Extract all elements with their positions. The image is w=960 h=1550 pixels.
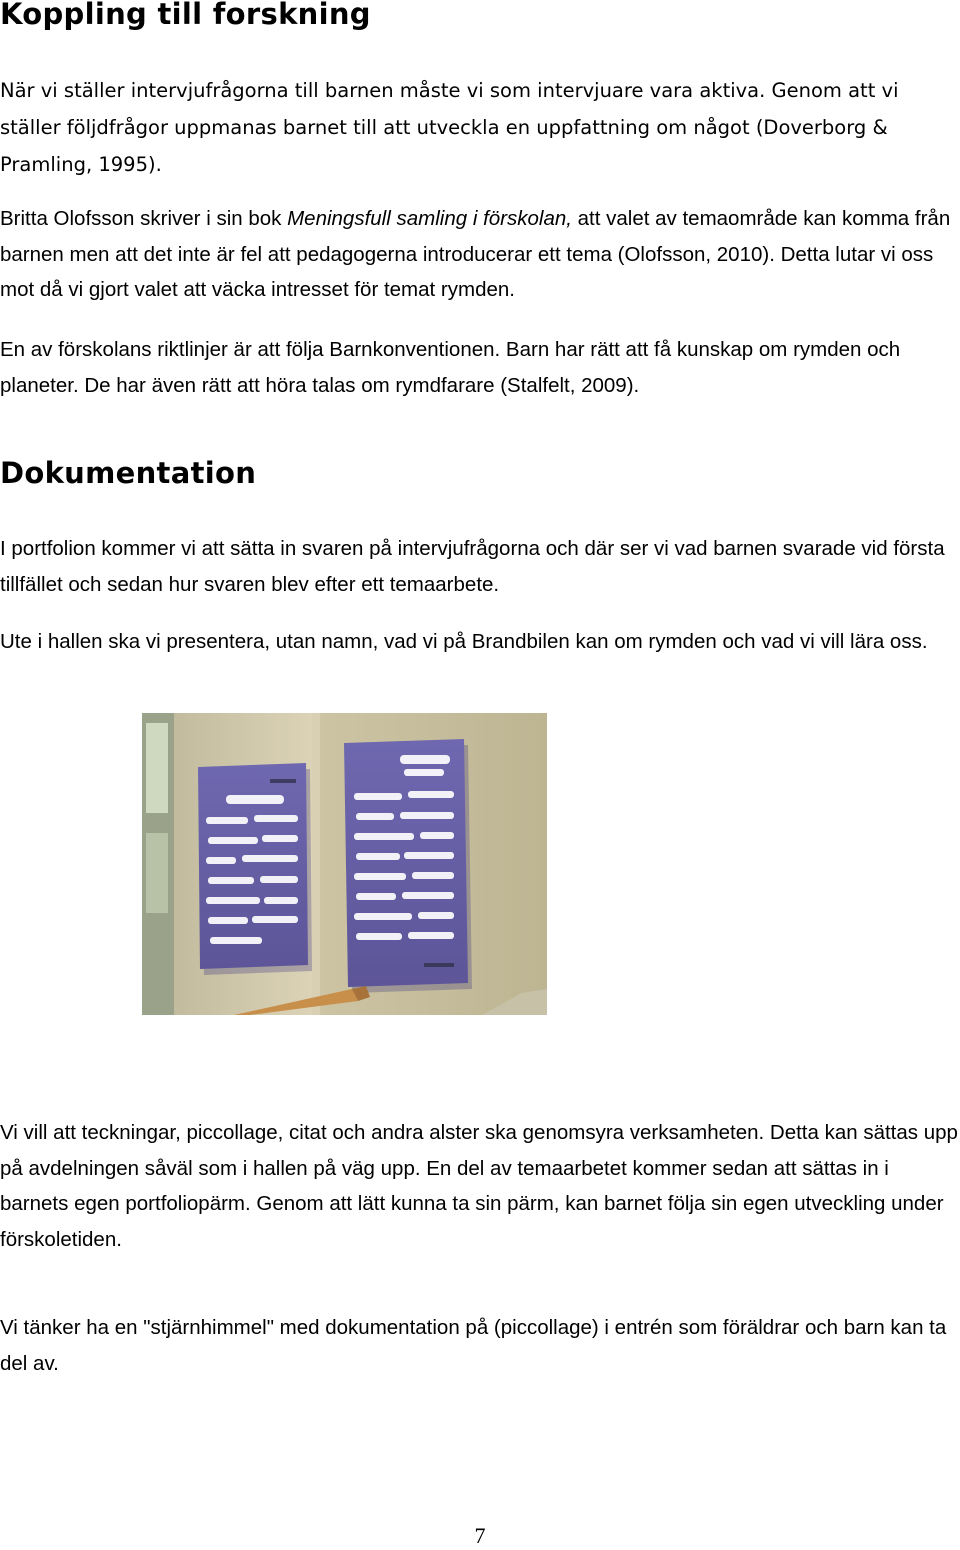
paragraph-dokumentation-4: Vi tänker ha en "stjärnhimmel" med dokumentation på (piccollage) i entrén som föräldrar och barn kan ta del av. <box>0 1316 947 1375</box>
section-heading-koppling: Koppling till forskning <box>0 0 371 31</box>
paragraph-koppling-2-post: att valet av temaområde kan komma från barnen men att det inte är fel att pedagogerna introducerar ett tema (Olofsson, 2010). Detta lutar vi oss mot då vi gjort valet att väcka intresset för temat rymden. <box>0 207 951 301</box>
section-heading-dokumentation: Dokumentation <box>0 456 257 490</box>
photo-wall-posters-image <box>142 713 547 1015</box>
book-title: Meningsfull samling i förskolan, <box>287 207 572 230</box>
paragraph-koppling-2 <box>0 201 958 308</box>
photo-wall-posters <box>142 713 547 1015</box>
page-number: 7 <box>474 1523 486 1548</box>
paragraph-dokumentation-1: I portfolion kommer vi att sätta in svaren på intervjufrågorna och där ser vi vad barnen svarade vid första tillfället och sedan hur svaren blev efter ett temaarbete. <box>0 537 945 596</box>
paragraph-koppling-2-pre: Britta Olofsson skriver i sin bok <box>0 207 288 230</box>
paragraph-dokumentation-2: Ute i hallen ska vi presentera, utan namn, vad vi på Brandbilen kan om rymden och vad vi vill lära oss. <box>0 630 928 653</box>
paragraph-koppling-1: När vi ställer intervjufrågorna till barnen måste vi som intervjuare vara aktiva. Genom att vi ställer följdfrågor uppmanas barnet till att utveckla en uppfattning om något (Doverborg & Pramling, 1995). <box>0 79 899 176</box>
paragraph-koppling-3: En av förskolans riktlinjer är att följa Barnkonventionen. Barn har rätt att få kunskap om rymden och planeter. De har även rätt att höra talas om rymdfarare (Stalfelt, 2009). <box>0 338 901 397</box>
paragraph-dokumentation-3: Vi vill att teckningar, piccollage, citat och andra alster ska genomsyra verksamheten. Detta kan sättas upp på avdelningen såväl som i hallen på väg upp. En del av temaarbetet kommer sedan att sättas in i barnets egen portfoliopärm. Genom att lätt kunna ta sin pärm, kan barnet följa sin egen utveckling under förskoletiden. <box>0 1121 958 1251</box>
